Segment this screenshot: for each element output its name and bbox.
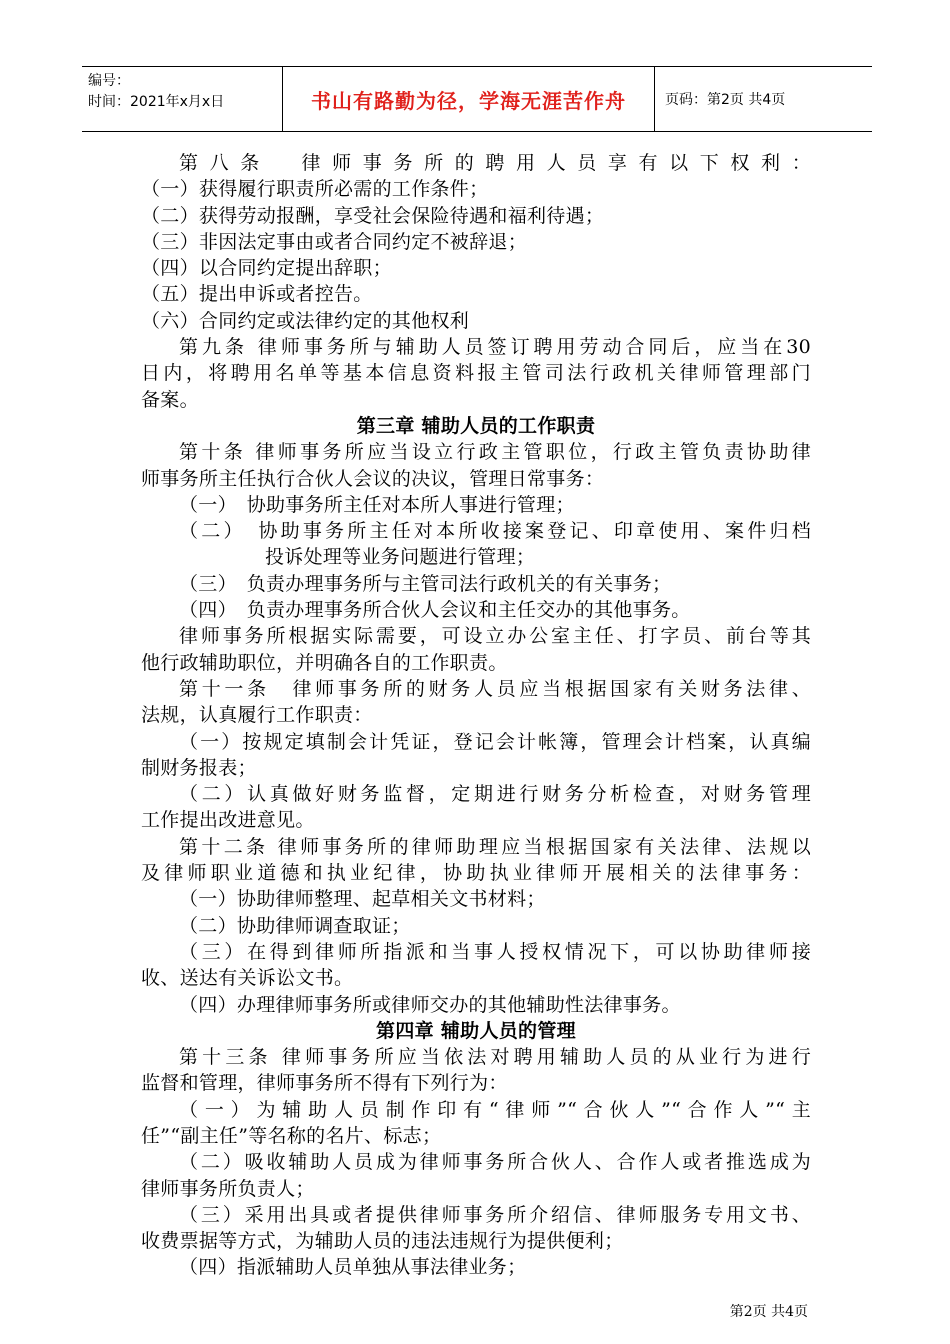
document-body xyxy=(141,150,811,1281)
list-item: （三）非因法定事由或者合同约定不被辞退； xyxy=(141,230,528,253)
list-item-continuation: 制财务报表； xyxy=(141,756,257,779)
article-13-line: 第十三条 律师事务所应当依法对聘用辅助人员的从业行为进行 xyxy=(179,1046,811,1069)
motto-text: 书山有路勤为径，学海无涯苦作舟 xyxy=(311,88,626,113)
article-12-line: 第十二条 律师事务所的律师助理应当根据国家有关法律、法规以 xyxy=(179,835,811,858)
time-label: 时间：2021年x月x日 xyxy=(88,94,225,110)
header-page-cell xyxy=(655,67,872,131)
list-item: （三）采用出具或者提供律师事务所介绍信、律师服务专用文书、 xyxy=(179,1203,811,1226)
number-label: 编号： xyxy=(88,73,130,89)
footer-page-number: 第2页 共4页 xyxy=(729,1304,808,1320)
list-item: （四）指派辅助人员单独从事法律业务； xyxy=(179,1256,527,1279)
article-11-line: 第十一条 律师事务所的财务人员应当根据国家有关财务法律、 xyxy=(179,677,811,700)
chapter-4-heading: 第四章 辅助人员的管理 xyxy=(376,1019,576,1042)
page-header xyxy=(82,66,872,132)
list-item: （三）在得到律师所指派和当事人授权情况下，可以协助律师接 xyxy=(179,940,811,963)
list-item: （二）吸收辅助人员成为律师事务所合伙人、合作人或者推选成为 xyxy=(179,1151,811,1174)
paragraph-line: 日内，将聘用名单等基本信息资料报主管司法行政机关律师管理部门 xyxy=(141,362,811,385)
list-item: （二）认真做好财务监督，定期进行财务分析检查，对财务管理 xyxy=(179,783,811,806)
paragraph-line: 第十条 律师事务所应当设立行政主管职位，行政主管负责协助律 xyxy=(179,441,811,464)
paragraph-line: 备案。 xyxy=(141,388,199,411)
paragraph-line: 法规，认真履行工作职责： xyxy=(141,704,373,727)
page-footer xyxy=(730,1301,808,1321)
chapter-3-heading: 第三章 辅助人员的工作职责 xyxy=(356,414,596,437)
list-item-continuation: 任”“副主任”等名称的名片、标志； xyxy=(141,1124,442,1147)
list-item: （四）办理律师事务所或律师交办的其他辅助性法律事务。 xyxy=(179,993,681,1016)
list-item: （二） 协助事务所主任对本所收接案登记、印章使用、案件归档 xyxy=(179,520,811,543)
paragraph-line: 师事务所主任执行合伙人会议的决议，管理日常事务： xyxy=(141,467,605,490)
list-item-continuation: 收、送达有关诉讼文书。 xyxy=(141,967,354,990)
list-item-continuation: 工作提出改进意见。 xyxy=(141,809,315,832)
paragraph-line: 及律师职业道德和执业纪律，协助执业律师开展相关的法律事务： xyxy=(141,862,811,885)
paragraph-line: 他行政辅助职位，并明确各自的工作职责。 xyxy=(141,651,508,674)
header-meta xyxy=(82,67,282,131)
list-item-continuation: 收费票据等方式，为辅助人员的违法违规行为提供便利； xyxy=(141,1230,624,1253)
list-item: （一）按规定填制会计凭证，登记会计帐簿，管理会计档案，认真编 xyxy=(179,730,811,753)
paragraph-line: 监督和管理，律师事务所不得有下列行为： xyxy=(141,1072,508,1095)
paragraph-line: 第九条 律师事务所与辅助人员签订聘用劳动合同后，应当在30 xyxy=(179,336,811,359)
list-item: （二）协助律师调查取证； xyxy=(179,914,411,937)
list-item: （六）合同约定或法律约定的其他权利 xyxy=(141,309,470,332)
list-item-continuation: 律师事务所负责人； xyxy=(141,1177,315,1200)
article-8-title: 第八条 律师事务所的聘用人员享有以下权利： xyxy=(179,152,811,174)
list-item: （四）以合同约定提出辞职； xyxy=(141,257,392,280)
list-item: （一）获得履行职责所必需的工作条件； xyxy=(141,178,489,201)
list-item-continuation: 投诉处理等业务问题进行管理； xyxy=(265,546,536,569)
list-item: （一） 协助事务所主任对本所人事进行管理； xyxy=(179,493,575,516)
page-label: 页码：第2页 共4页 xyxy=(665,92,786,108)
list-item: （三） 负责办理事务所与主管司法行政机关的有关事务； xyxy=(179,572,672,595)
list-item: （一）协助律师整理、起草相关文书材料； xyxy=(179,888,546,911)
list-item: （四） 负责办理事务所合伙人会议和主任交办的其他事务。 xyxy=(179,599,691,622)
list-item: （一）为辅助人员制作印有“律师”“合伙人”“合作人”“主 xyxy=(179,1098,811,1121)
paragraph-line: 律师事务所根据实际需要，可设立办公室主任、打字员、前台等其 xyxy=(179,625,811,648)
list-item: （五）提出申诉或者控告。 xyxy=(141,283,373,306)
header-motto-cell xyxy=(282,67,655,131)
list-item: （二）获得劳动报酬，享受社会保险待遇和福利待遇； xyxy=(141,204,605,227)
